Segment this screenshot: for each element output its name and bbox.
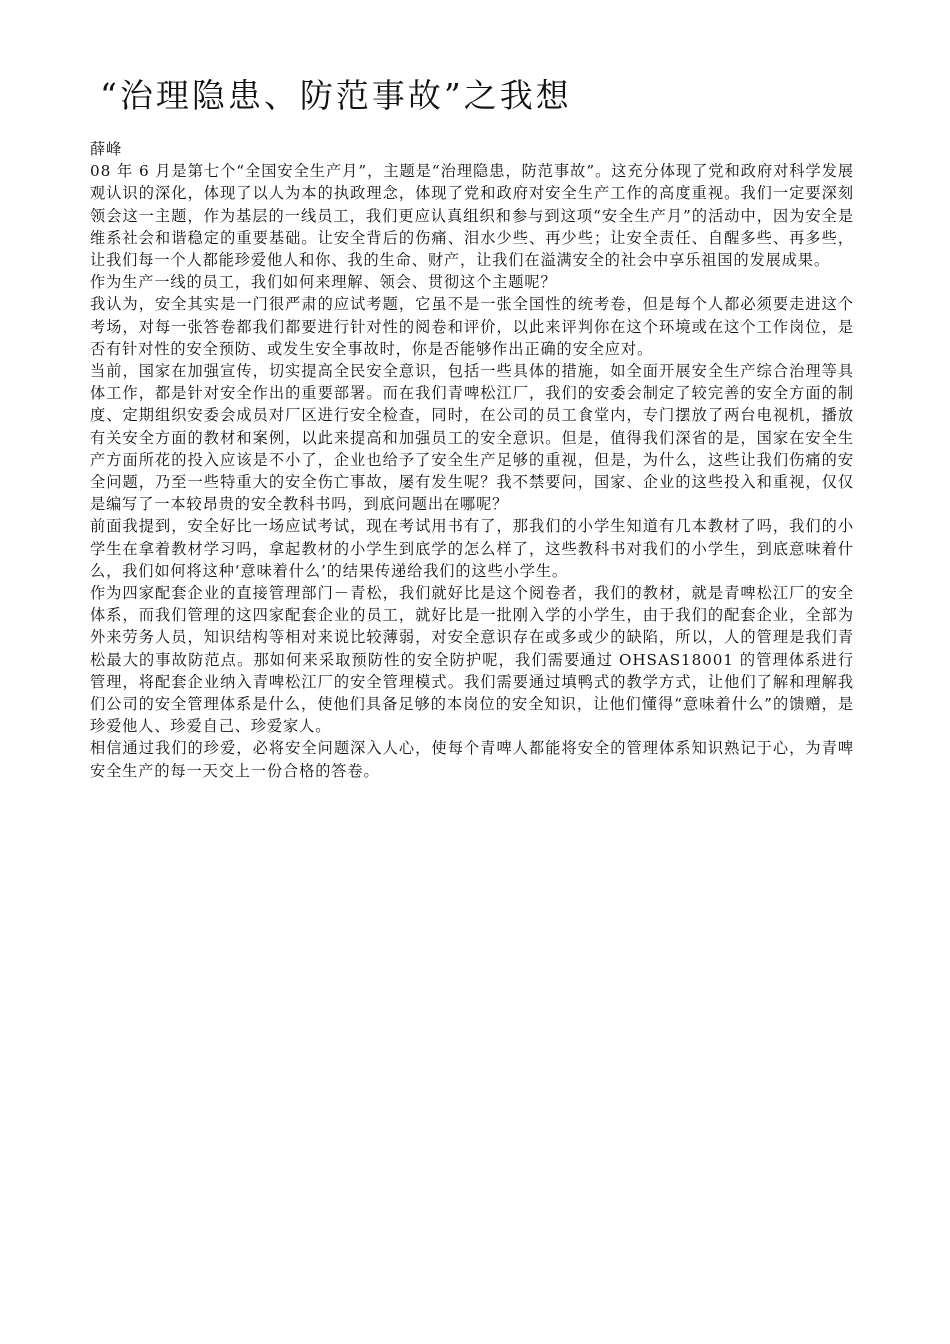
body-paragraph: 08 年 6 月是第七个“全国安全生产月”，主题是“治理隐患，防范事故”。这充分体现了党和政府对科学发展观认识的深化，体现了以人为本的执政理念，体现了党和政府对安全生产工作的高度重视。我们一定要深刻领会这一主题，作为基层的一线员工，我们更应认真组织和参与到这项“安全生产月”的活动中，因为安全是维系社会和谐稳定的重要基础。让安全背后的伤痛、泪水少些、再少些；让安全责任、自醒多些、再多些，让我们每一个人都能珍爱他人和你、我的生命、财产，让我们在溢满安全的社会中享乐祖国的发展成果。 xyxy=(90,162,854,270)
body-paragraph: 当前，国家在加强宣传，切实提高全民安全意识，包括一些具体的措施，如全面开展安全生产综合治理等具体工作，都是针对安全作出的重要部署。而在我们青啤松江厂，我们的安委会制定了较完善的安全方面的制度、定期组织安委会成员对厂区进行安全检查，同时，在公司的员工食堂内，专门摆放了两台电视机，播放有关安全方面的教材和案例，以此来提高和加强员工的安全意识。但是，值得我们深省的是，国家在安全生产方面所花的投入应该是不小了，企业也给予了安全生产足够的重视，但是，为什么，这些让我们伤痛的安全问题，乃至一些特重大的安全伤亡事故，屡有发生呢？我不禁要问，国家、企业的这些投入和重视，仅仅是编写了一本较昂贵的安全教科书吗，到底问题出在哪呢？ xyxy=(90,362,854,514)
body-paragraph: 前面我提到，安全好比一场应试考试，现在考试用书有了，那我们的小学生知道有几本教材了吗，我们的小学生在拿着教材学习吗，拿起教材的小学生到底学的怎么样了，这些教科书对我们的小学生，到底意味着什么，我们如何将这种‘意味着什么’的结果传递给我们的这些小学生。 xyxy=(90,517,854,580)
body-paragraph: 相信通过我们的珍爱，必将安全问题深入人心，使每个青啤人都能将安全的管理体系知识熟记于心，为青啤安全生产的每一天交上一份合格的答卷。 xyxy=(90,739,854,780)
document-body xyxy=(90,138,854,782)
body-paragraph: 作为四家配套企业的直接管理部门－青松，我们就好比是这个阅卷者，我们的教材，就是青啤松江厂的安全体系，而我们管理的这四家配套企业的员工，就好比是一批刚入学的小学生，由于我们的配套企业，全部为外来劳务人员，知识结构等相对来说比较薄弱，对安全意识存在或多或少的缺陷，所以，人的管理是我们青松最大的事故防范点。那如何来采取预防性的安全防护呢，我们需要通过 OHSAS18001 的管理体系进行管理，将配套企业纳入青啤松江厂的安全管理模式。我们需要通过填鸭式的教学方式，让他们了解和理解我们公司的安全管理体系是什么，使他们具备足够的本岗位的安全知识，让他们懂得“意味着什么”的馈赠，是珍爱他人、珍爱自己、珍爱家人。 xyxy=(90,584,854,736)
document-title: “治理隐患、防范事故”之我想 xyxy=(100,76,572,115)
body-paragraph: 作为生产一线的员工，我们如何来理解、领会、贯彻这个主题呢？ xyxy=(90,273,557,292)
body-paragraph: 我认为，安全其实是一门很严肃的应试考题，它虽不是一张全国性的统考卷，但是每个人都必须要走进这个考场，对每一张答卷都我们都要进行针对性的阅卷和评价，以此来评判你在这个环境或在这个工作岗位，是否有针对性的安全预防、或发生安全事故时，你是否能够作出正确的安全应对。 xyxy=(90,295,854,358)
author-name: 薛峰 xyxy=(90,140,123,158)
